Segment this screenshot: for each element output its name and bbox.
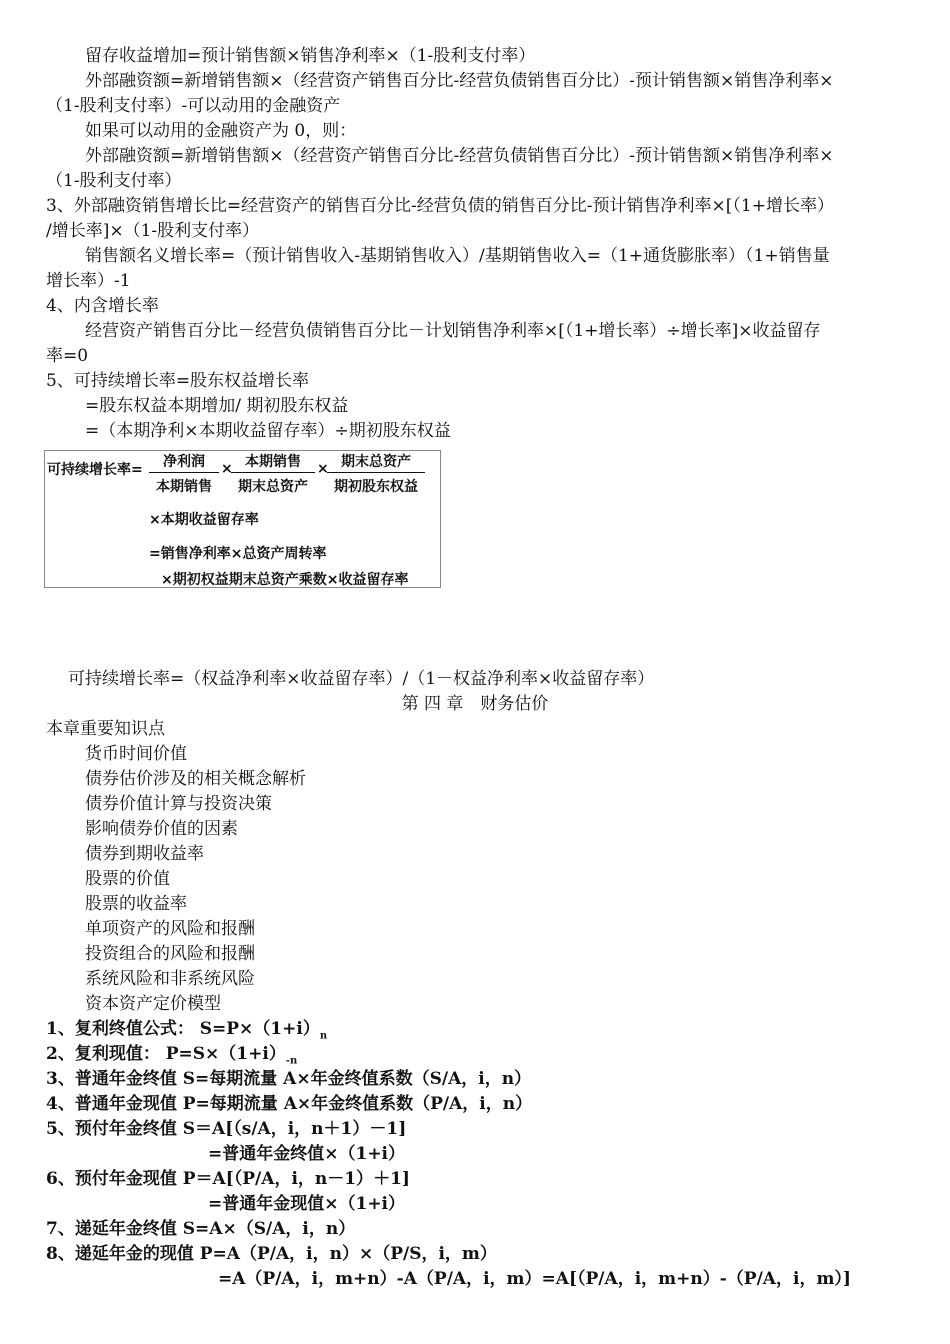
key-point-item: 影响债券价值的因素 bbox=[85, 819, 238, 839]
key-point-item: 投资组合的风险和报酬 bbox=[85, 944, 255, 964]
sustainable-growth-formula: 可持续增长率=（权益净利率×收益留存率）/（1－权益净利率×收益留存率） bbox=[68, 669, 655, 689]
fraction-2-denominator: 期末总资产 bbox=[238, 479, 308, 495]
text-line-net-profit-ratio: =（本期净利×本期收益留存率）÷期初股东权益 bbox=[85, 421, 451, 441]
fraction-2-numerator: 本期销售 bbox=[231, 451, 315, 473]
text-line-nominal-growth-cont: 增长率）-1 bbox=[46, 271, 131, 291]
key-point-item: 债券到期收益率 bbox=[85, 844, 204, 864]
formula-line-2: ×本期收益留存率 bbox=[149, 512, 259, 528]
formula-compound-present-value-text: 2、复利现值： P=S×（1+i） bbox=[46, 1044, 286, 1064]
formula-annuity-due-present-value-alt: =普通年金现值×（1+i） bbox=[208, 1194, 406, 1214]
fraction-1-denominator: 本期销售 bbox=[156, 479, 212, 495]
text-line-external-financing-2: 外部融资额=新增销售额×（经营资产销售百分比-经营负债销售百分比）-预计销售额×销售净利率× bbox=[85, 146, 834, 166]
formula-deferred-annuity-present-value: 8、递延年金的现值 P=A（P/A，i，n）×（P/S，i，m） bbox=[46, 1244, 497, 1264]
key-point-item: 货币时间价值 bbox=[85, 744, 187, 764]
fraction-3-denominator: 期初股东权益 bbox=[334, 479, 418, 495]
formula-annuity-due-future-value-alt: =普通年金终值×（1+i） bbox=[208, 1144, 406, 1164]
times-sign-2: × bbox=[317, 461, 329, 477]
formula-compound-future-value-text: 1、复利终值公式： S=P×（1+i） bbox=[46, 1019, 320, 1039]
fraction-1 bbox=[149, 451, 219, 496]
fraction-2 bbox=[231, 451, 315, 496]
formula-lhs: 可持续增长率= bbox=[47, 462, 143, 478]
key-point-item: 单项资产的风险和报酬 bbox=[85, 919, 255, 939]
key-points-heading: 本章重要知识点 bbox=[46, 719, 165, 739]
text-line-internal-growth-cont: 率=0 bbox=[46, 346, 89, 366]
formula-deferred-annuity-future-value: 7、递延年金终值 S=A×（S/A，i，n） bbox=[46, 1219, 356, 1239]
key-point-item: 股票的收益率 bbox=[85, 894, 187, 914]
key-point-item: 资本资产定价模型 bbox=[85, 994, 221, 1014]
sustainable-growth-formula-box bbox=[44, 450, 441, 588]
formula-annuity-present-value: 4、普通年金现值 P=每期流量 A×年金终值系数（P/A，i，n） bbox=[46, 1094, 533, 1114]
formula-annuity-due-future-value: 5、预付年金终值 S＝A[（s/A，i，n＋1）－1] bbox=[46, 1119, 407, 1139]
key-point-item: 债券估价涉及的相关概念解析 bbox=[85, 769, 306, 789]
text-line-equity-increase: =股东权益本期增加/ 期初股东权益 bbox=[85, 396, 349, 416]
text-line-if-zero: 如果可以动用的金融资产为 0，则： bbox=[85, 121, 357, 141]
formula-annuity-due-present-value: 6、预付年金现值 P＝A[（P/A，i，n－1）＋1] bbox=[46, 1169, 410, 1189]
text-line-internal-growth: 经营资产销售百分比－经营负债销售百分比－计划销售净利率×[（1+增长率）÷增长率]×收益留存 bbox=[85, 321, 821, 341]
text-line-item-5: 5、可持续增长率=股东权益增长率 bbox=[46, 371, 310, 391]
fraction-3 bbox=[327, 451, 425, 496]
text-line-retained-earnings: 留存收益增加=预计销售额×销售净利率×（1-股利支付率） bbox=[85, 46, 536, 66]
key-point-item: 系统风险和非系统风险 bbox=[85, 969, 255, 989]
text-line-external-financing: 外部融资额=新增销售额×（经营资产销售百分比-经营负债销售百分比）-预计销售额×销售净利率× bbox=[85, 71, 834, 91]
chapter-title: 第 四 章 财务估价 bbox=[401, 694, 549, 714]
fraction-3-numerator: 期末总资产 bbox=[327, 451, 425, 473]
times-sign-1: × bbox=[221, 461, 233, 477]
text-line-item-3-cont: /增长率]×（1-股利支付率） bbox=[46, 221, 260, 241]
formula-deferred-annuity-present-value-alt: =A（P/A，i，m+n）-A（P/A，i，m）=A[（P/A，i，m+n）-（P/A，i，m）] bbox=[218, 1269, 851, 1289]
text-line-external-financing-cont: （1-股利支付率）-可以动用的金融资产 bbox=[46, 96, 341, 116]
formula-compound-present-value-exponent: -n bbox=[285, 1055, 298, 1067]
formula-line-4: ×期初权益期末总资产乘数×收益留存率 bbox=[161, 572, 409, 588]
formula-compound-future-value-exponent: n bbox=[319, 1030, 328, 1042]
text-line-item-4: 4、内含增长率 bbox=[46, 296, 159, 316]
text-line-item-3: 3、外部融资销售增长比=经营资产的销售百分比-经营负债的销售百分比-预计销售净利率×[（1+增长率） bbox=[46, 196, 834, 216]
fraction-1-numerator: 净利润 bbox=[149, 451, 219, 473]
key-point-item: 债券价值计算与投资决策 bbox=[85, 794, 272, 814]
text-line-external-financing-2-cont: （1-股利支付率） bbox=[46, 171, 182, 191]
formula-line-3: =销售净利率×总资产周转率 bbox=[149, 546, 327, 562]
key-point-item: 股票的价值 bbox=[85, 869, 170, 889]
text-line-nominal-growth: 销售额名义增长率=（预计销售收入-基期销售收入）/基期销售收入=（1+通货膨胀率）（1+销售量 bbox=[85, 246, 830, 266]
formula-annuity-future-value: 3、普通年金终值 S=每期流量 A×年金终值系数（S/A，i，n） bbox=[46, 1069, 532, 1089]
